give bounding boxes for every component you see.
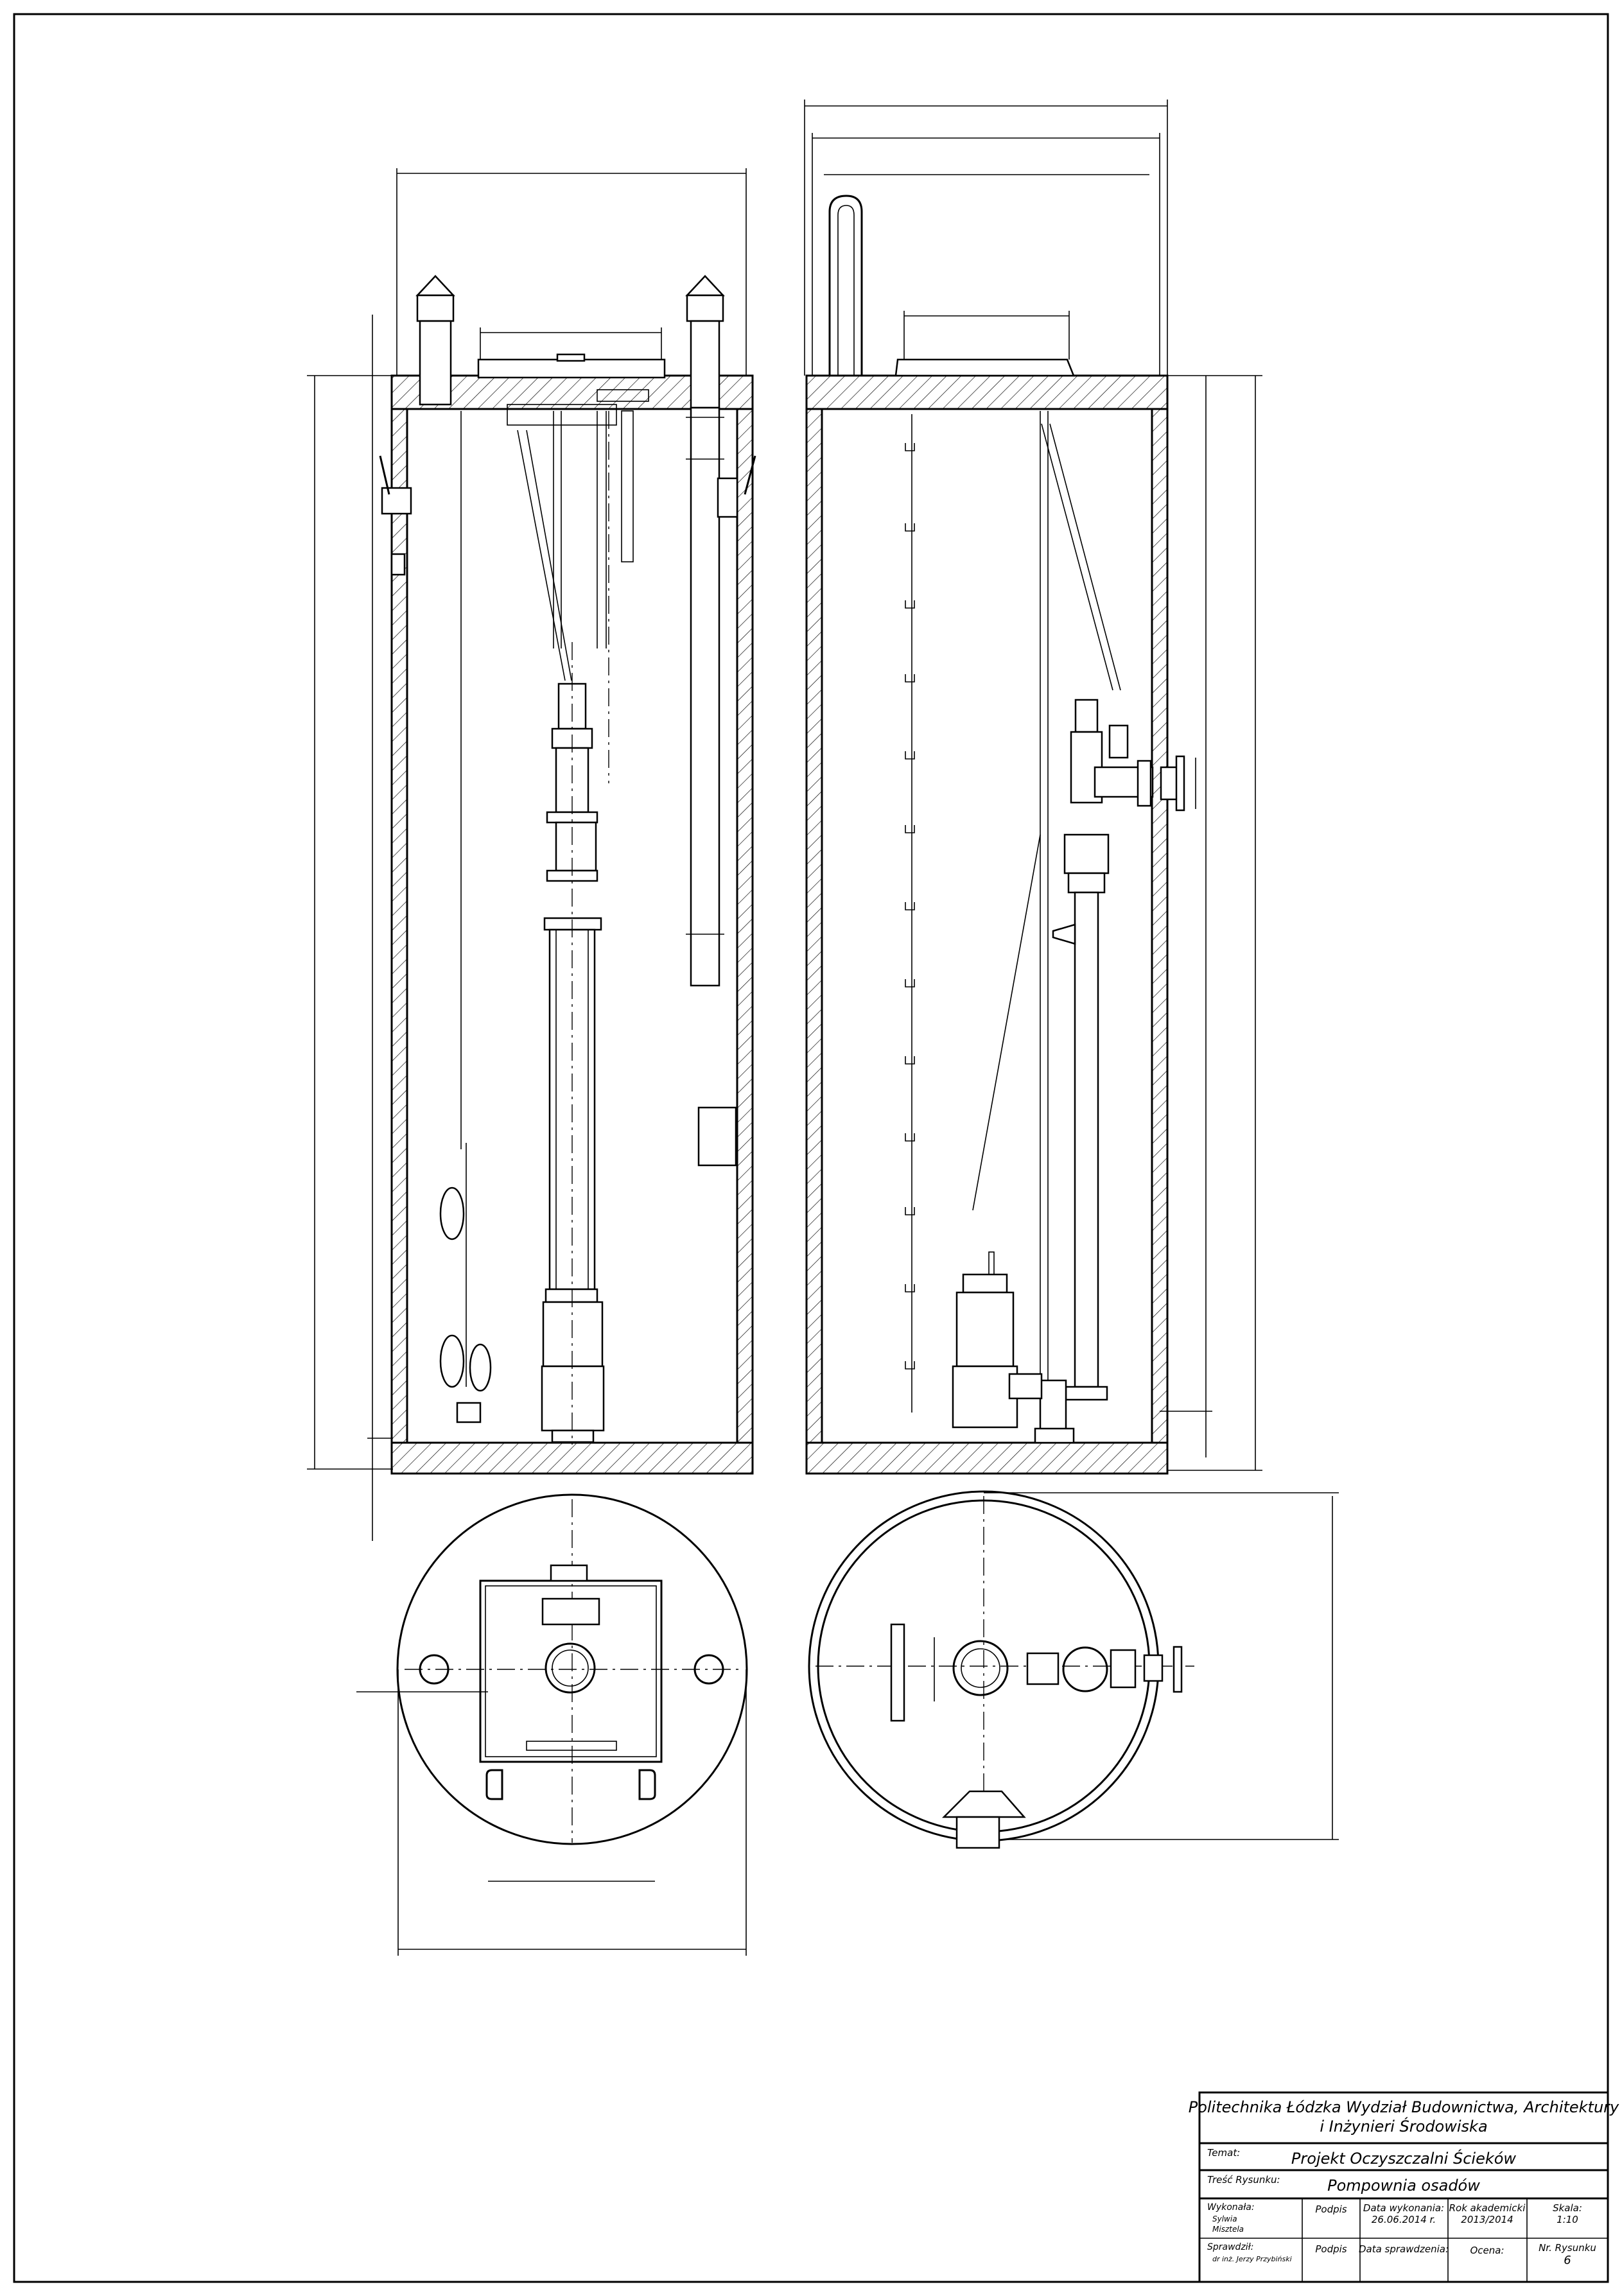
right-top-slab	[807, 376, 1167, 409]
float-switches	[440, 1143, 491, 1422]
left-pump-column	[542, 642, 604, 1445]
date-checked-label: Data sprawdzenia:	[1358, 2243, 1449, 2255]
institution-line-1: Politechnika Łódzka Wydział Budownictwa, Architektury	[1188, 2098, 1619, 2116]
topic-value: Projekt Oczyszczalni Ścieków	[1291, 2150, 1517, 2168]
vent-pipe-right	[686, 276, 724, 986]
drawing-number-label: Nr. Rysunku	[1539, 2242, 1596, 2254]
date-made-value: 26.06.2014 r.	[1371, 2214, 1436, 2225]
right-hatch-cover	[896, 360, 1074, 376]
right-wall-left	[807, 409, 822, 1443]
left-bottom-slab	[392, 1443, 753, 1474]
content-value: Pompownia osadów	[1327, 2177, 1480, 2195]
topic-label: Temat:	[1207, 2147, 1241, 2159]
content-label: Treść Rysunku:	[1207, 2174, 1280, 2186]
left-hatch-cover	[478, 360, 665, 378]
made-by-name-1: Sylwia	[1212, 2214, 1237, 2223]
checked-by-label: Sprawdził:	[1207, 2242, 1254, 2252]
ladder-rungs	[905, 414, 914, 1413]
right-wall-right	[1152, 409, 1167, 1443]
drawing-number-value: 6	[1564, 2254, 1571, 2267]
signature-label-2: Podpis	[1315, 2243, 1347, 2255]
scale-label: Skala:	[1553, 2202, 1582, 2214]
vent-pipe-left	[417, 276, 453, 404]
right-elevation-view	[805, 100, 1262, 1474]
checked-by-name: dr inż. Jerzy Przybiński	[1212, 2255, 1292, 2263]
left-plan-view	[356, 1495, 747, 1956]
academic-year-value: 2013/2014	[1461, 2214, 1513, 2225]
right-bottom-slab	[807, 1443, 1167, 1474]
made-by-name-2: Misztela	[1212, 2225, 1244, 2234]
scale-value: 1:10	[1557, 2214, 1578, 2225]
right-pump-assembly	[953, 700, 1184, 1443]
left-wall-right	[737, 409, 753, 1443]
date-made-label: Data wykonania:	[1363, 2202, 1445, 2214]
made-by-label: Wykonała:	[1207, 2202, 1255, 2213]
title-block	[1189, 2092, 1619, 2282]
academic-year-label: Rok akademicki	[1449, 2202, 1526, 2214]
signature-label: Podpis	[1315, 2204, 1347, 2215]
grade-label: Ocena:	[1470, 2245, 1504, 2256]
left-elevation-view	[307, 168, 755, 1541]
right-plan-view	[809, 1492, 1339, 1848]
institution-line-2: i Inżynieri Środowiska	[1320, 2118, 1488, 2135]
